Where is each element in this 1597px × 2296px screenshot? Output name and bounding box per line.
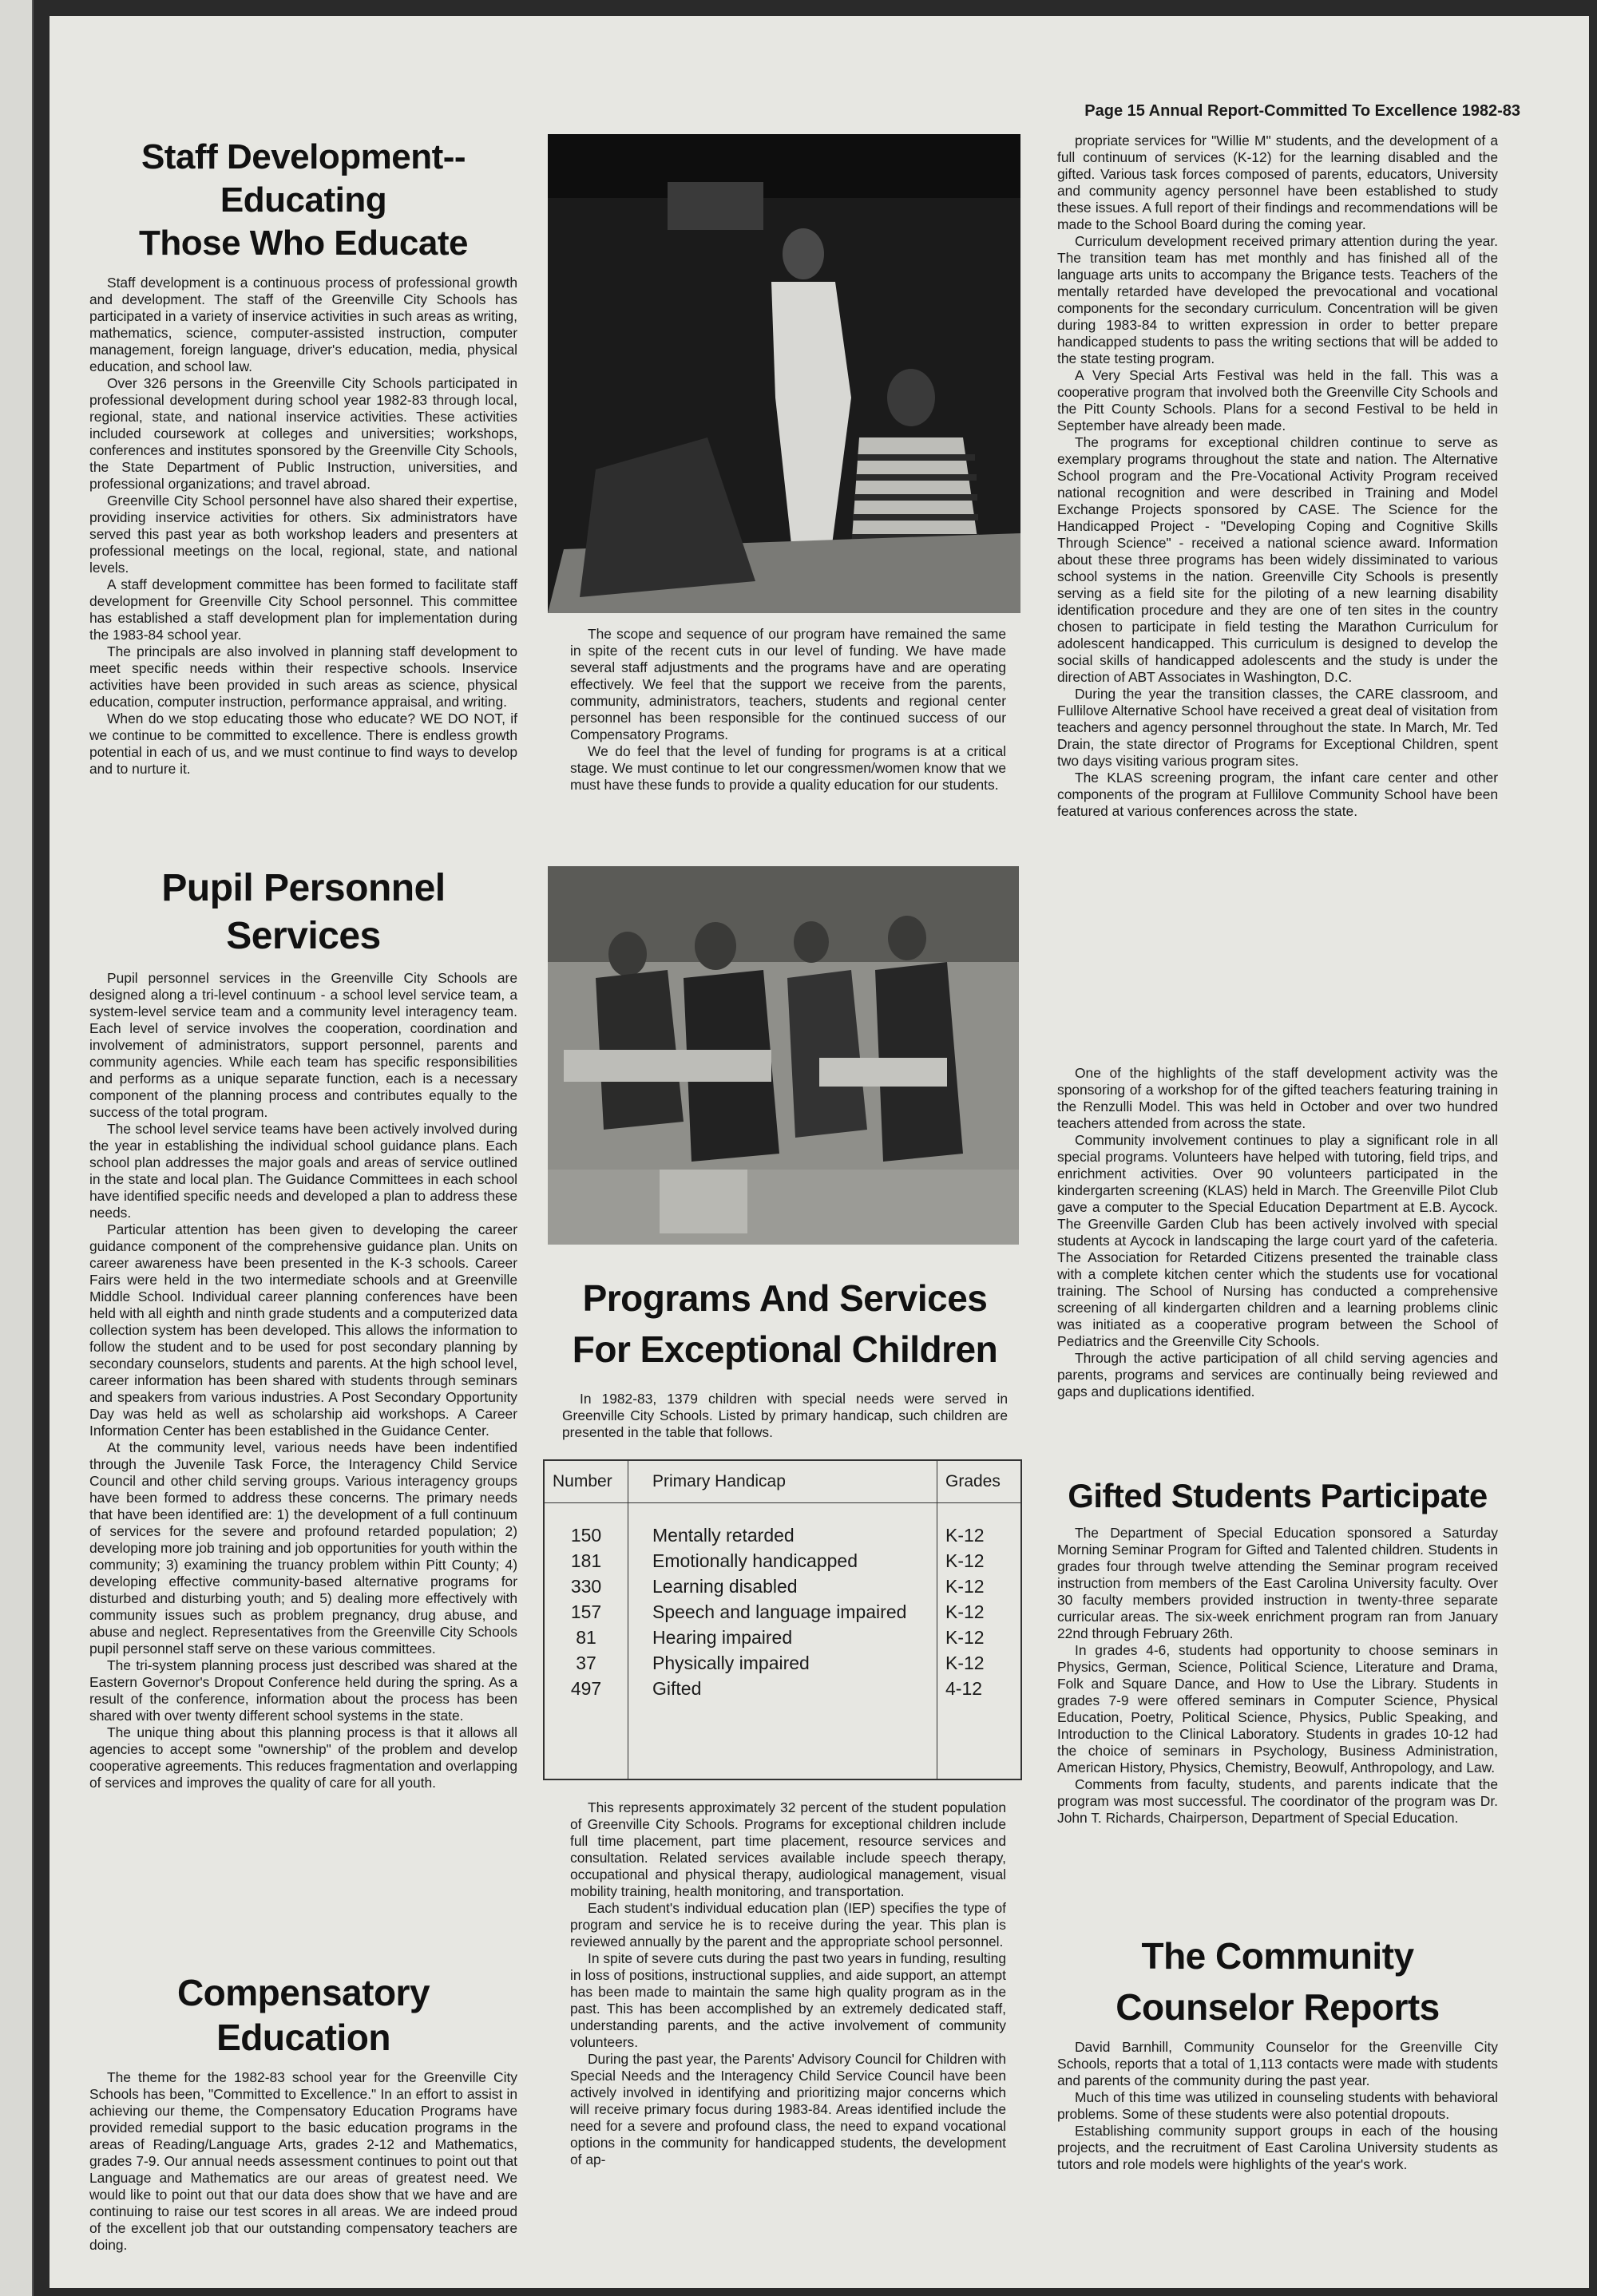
table-cell-handicap: Learning disabled — [652, 1576, 798, 1597]
table-header-row — [545, 1461, 1020, 1503]
paragraph: In spite of severe cuts during the past two years in funding, resulting in loss of positions, instructional supplies, and aide support, an attempt has been made to maintain the same high quality program as in the past. This has been accomplished by an extremely dedicated staff, understanding parents, and the active involvement of community volunteers. — [570, 1950, 1006, 2050]
table-header-number: Number — [545, 1461, 628, 1503]
table-cell-number: 330 — [570, 1576, 602, 1597]
paragraph: In grades 4-6, students had opportunity to choose seminars in Physics, German, Science, Political Science, Literature and Drama, Folk and Square Dance, and How to Use the Library. Students in grades 7-9 were offered seminars in Computer Science, Physical Education, Poetry, Political Science, Physics, Public Speaking, and Introduction to the Clinical Laboratory. Students in grades 10-12 had the choice of seminars in Psychology, Business Administration, American History, Physics, Chemistry, Beowulf, Anthropology, and Law. — [1057, 1642, 1498, 1775]
exceptional-children-title: Programs And Services For Exceptional Children — [572, 1277, 998, 1370]
table-cell-number: 150 — [570, 1525, 602, 1546]
table-cell-handicap: Speech and language impaired — [652, 1601, 907, 1622]
table-cell-grades: K-12 — [945, 1576, 985, 1597]
paragraph: The school level service teams have been actively involved during the year in establishing the individual school guidance plans. Each school plan addresses the major goals and areas of service outlined in the state and local plan. The Guidance Committees in each school have identified specific needs and developed a plan to address these needs. — [89, 1121, 517, 1221]
table-cell-handicap: Emotionally handicapped — [652, 1550, 858, 1571]
table-numbers-column — [545, 1503, 628, 1779]
table-cell-number: 497 — [570, 1678, 602, 1699]
paragraph: At the community level, various needs have been indentified through the Juvenile Task Force, the Interagency Child Service Council and other child serving groups. Various interagency groups have been formed to address these concerns. The primary needs that have been identified are: 1) the development of a full continuum of services for the severe and profound retarded population; 2) developing more job training and job opportunities for youth within the community; 3) examining the truancy problem within Pitt County; 4) developing effective community-based alternative programs for disturbed and disturbing youth; and 5) dealing more effectively with community issues such as problem pregnancy, drug abuse, and abuse and neglect. Representatives from the Greenville City Schools pupil personnel staff serve on these various committees. — [89, 1439, 517, 1657]
staff-development-section — [89, 136, 517, 778]
table-cell-number: 157 — [570, 1601, 602, 1622]
photo-teacher-and-student — [548, 134, 1020, 613]
counselor-title: The Community Counselor Reports — [1116, 1935, 1440, 2028]
table-cell-number: 37 — [576, 1653, 596, 1673]
paragraph: Greenville City School personnel have also shared their expertise, providing inservice activities for others. Six administrators have served this past year as both workshop leaders and presenters at professional meetings on the local, regional, state, and national levels. — [89, 493, 517, 576]
table-grades-column — [937, 1503, 1021, 1779]
table-cell-grades: K-12 — [945, 1627, 985, 1648]
paragraph: Through the active participation of all child serving agencies and parents, programs and services are continually being reviewed and gaps and duplications identified. — [1057, 1350, 1498, 1399]
paragraph: Staff development is a continuous process of professional growth and development. The staff of the Greenville City Schools has participated in a variety of inservice activities in such areas as writing, mathematics, science, computer-assisted instruction, computer management, foreign language, driver's education, media, physical education, and school law. — [89, 275, 517, 374]
paragraph: During the past year, the Parents' Advisory Council for Children with Special Needs and the Interagency Child Service Council have been actively involved in identifying and prioritizing major concerns which will receive primary focus during 1983-84. Areas identified include the need for a severe and profound class, the need to expand vocational options in the community for handicapped students, the development of ap- — [570, 2051, 1006, 2167]
paragraph: The scope and sequence of our program have remained the same in spite of the recent cuts in our level of funding. We have made several staff adjustments and the programs have and are operating effectively. We feel that the support we receive from the parents, community, administrators, teachers, students and regional center personnel has been responsible for the continued success of our Compensatory Programs. — [570, 626, 1006, 742]
paragraph: The KLAS screening program, the infant care center and other components of the program at Fullilove Community School have been featured at various conferences across the state. — [1057, 770, 1498, 819]
compensatory-body — [89, 2069, 517, 2254]
paragraph: The Department of Special Education sponsored a Saturday Morning Seminar Program for Gifted and Talented children. Students in grades four through twelve attending the Seminar program received instruction from members of the East Carolina University faculty. Over 30 faculty members provided instruction in twenty-three separate curricular areas. The six-week enrichment program ran from January 22nd through February 26th. — [1057, 1525, 1498, 1641]
paragraph: The tri-system planning process just described was shared at the Eastern Governor's Dropout Conference held during the spring. As a result of the conference, information about the process has been shared with over twenty different school systems in the state. — [89, 1657, 517, 1724]
paragraph: This represents approximately 32 percent of the student population of Greenville City Schools. Programs for exceptional children include full time placement, part time placement, resource services and consultation. Related services available include speech therapy, occupational and physical therapy, audiological management, visual mobility training, health monitoring, and transportation. — [570, 1799, 1006, 1899]
community-involvement-section — [1057, 1065, 1498, 1400]
table-cell-handicap: Physically impaired — [652, 1653, 810, 1673]
table-cell-handicap: Hearing impaired — [652, 1627, 793, 1648]
table-cell-grades: K-12 — [945, 1601, 985, 1622]
paragraph: Each student's individual education plan (IEP) specifies the type of program and service he is to receive during the year. This plan is reviewed annually by the parent and the appropriate school personnel. — [570, 1900, 1006, 1950]
paragraph: Establishing community support groups in each of the housing projects, and the recruitment of East Carolina University students as tutors and role models were highlights of the year's work. — [1057, 2123, 1498, 2172]
paragraph: propriate services for "Willie M" students, and the development of a full continuum of services (K-12) for the learning disabled and the gifted. Various task forces composed of parents, educators, University and community agency personnel have been established to study these issues. A full report of their findings and recommendations will be made to the School Board during the coming year. — [1057, 133, 1498, 232]
table-cell-number: 181 — [570, 1550, 602, 1571]
exceptional-children-intro: In 1982-83, 1379 children with special needs were served in Greenville City Schools. Listed by primary handicap, such children are presented in the table that follows. — [562, 1391, 1008, 1440]
table-cell-grades: K-12 — [945, 1653, 985, 1673]
paragraph: When do we stop educating those who educate? WE DO NOT, if we continue to be committed to excellence. There is endless growth potential in each of us, and we must continue to find ways to develop and to nurture it. — [89, 711, 517, 777]
paragraph: During the year the transition classes, the CARE classroom, and Fullilove Alternative School have received a great deal of visitation from teachers and agency personnel throughout the state. In March, Mr. Ted Drain, the state director of Programs for Exceptional Children, spent two days visiting various program sites. — [1057, 686, 1498, 769]
pupil-personnel-body — [89, 970, 517, 1791]
counselor-section — [1057, 1930, 1498, 2173]
table-cell-handicap: Mentally retarded — [652, 1525, 795, 1546]
pupil-personnel-title: Pupil Personnel Services — [161, 867, 446, 957]
page-header: Page 15 Annual Report-Committed To Excellence 1982-83 — [1084, 102, 1520, 120]
staff-development-title: Staff Development--Educating Those Who Educate — [139, 137, 468, 263]
table-handicaps-column — [628, 1503, 937, 1779]
exceptional-children-section — [551, 1273, 1019, 1441]
handicap-table — [543, 1459, 1022, 1780]
exceptional-children-body — [570, 1799, 1006, 2168]
paragraph: One of the highlights of the staff development activity was the sponsoring of a workshop for of the gifted teachers featuring training in the Renzulli Model. This was held in October and over two hundred teachers attended from across the state. — [1057, 1065, 1498, 1131]
pupil-personnel-section — [89, 865, 517, 1791]
paragraph: Pupil personnel services in the Greenville City Schools are designed along a tri-level continuum - a school level service team, a system-level service team and a community level interagency team. Each level of service involves the cooperation, coordination and involvement of administrators, support personnel, parents and community agencies. While each team has specific responsibilities and performs as a unique separate function, each is a necessary component of the planning process and contributes equally to the success of the total program. — [89, 970, 517, 1120]
table-cell-grades: K-12 — [945, 1550, 985, 1571]
table-body-row — [545, 1503, 1020, 1779]
paragraph: A staff development committee has been formed to facilitate staff development for Greenville City School personnel. This committee has established a staff development plan for implementation during the 1983-84 school year. — [89, 576, 517, 643]
paragraph: The unique thing about this planning process is that it allows all agencies to accept some "ownership" of the problem and develop cooperative agreements. This reduces fragmentation and overlapping of services and improves the quality of care for all youth. — [89, 1724, 517, 1791]
compensatory-section — [89, 1970, 517, 2254]
gifted-title: Gifted Students Participate — [1068, 1477, 1488, 1514]
compensatory-title: Compensatory Education — [176, 1972, 430, 2058]
table-cell-grades: K-12 — [945, 1525, 985, 1546]
compensatory-continued — [570, 626, 1006, 794]
paragraph: Curriculum development received primary attention during the year. The transition team has met monthly and has finished all of the language arts units to accompany the Brigance tests. Teachers of the mentally retarded have developed the prevocational and vocational components for the secondary curriculum. Concentration will be given during 1983-84 to written expression in order to better prepare handicapped students to pass the writing sections that will be added to the state testing program. — [1057, 233, 1498, 366]
counselor-body — [1057, 2039, 1498, 2173]
paragraph: The theme for the 1982-83 school year for the Greenville City Schools has been, "Committed to Excellence." In an effort to assist in achieving our theme, the Compensatory Education Programs have provided remedial support to the basic education programs in the areas of Reading/Language Arts, grades 2-12 and Mathematics, grades 7-9. Our annual needs assessment continues to point out that Language and Mathematics are our areas of greatest need. We would like to point out that our data does show that we have and are continuing to raise our test scores in all areas. We are indeed proud of the excellent job that our outstanding compensatory teachers are doing. — [89, 2069, 517, 2253]
table-cell-grades: 4-12 — [945, 1678, 983, 1699]
exceptional-children-continued — [1057, 133, 1498, 820]
paragraph: David Barnhill, Community Counselor for the Greenville City Schools, reports that a total of 1,113 contacts were made with students and parents of the community during the past year. — [1057, 2039, 1498, 2088]
gifted-body — [1057, 1525, 1498, 1827]
table-cell-number: 81 — [576, 1627, 596, 1648]
photo-students-crafts-image — [548, 866, 1019, 1245]
paragraph: A Very Special Arts Festival was held in the fall. This was a cooperative program that involved both the Greenville City Schools and the Pitt County Schools. Plans for a second Festival to be held in September have already been made. — [1057, 367, 1498, 433]
gifted-section — [1057, 1475, 1498, 1827]
paragraph: Much of this time was utilized in counseling students with behavioral problems. Some of these students were also potential dropouts. — [1057, 2089, 1498, 2122]
photo-teacher-and-student-image — [548, 134, 1020, 613]
adjacent-page-edge — [0, 0, 34, 2296]
paragraph: Particular attention has been given to developing the career guidance component of the comprehensive guidance plan. Units on career awareness have been presented in the K-3 schools. Career Fairs were held in the two intermediate schools and at Greenville Middle School. Individual career planning conferences have been held with all eighth and ninth grade students and a computerized data collection system has been developed. This allows the information to follow the student and to be used for post secondary planning by secondary counselors, students and parents. At the high school level, career information has been shared with students through seminars and speakers from various industries. A Post Secondary Opportunity Day was held as well as scholarship aid workshops. A Career Information Center has been established in the Guidance Center. — [89, 1221, 517, 1439]
table-header-grades: Grades — [937, 1461, 1021, 1503]
paragraph: Comments from faculty, students, and parents indicate that the program was most successful. The coordinator of the program was Dr. John T. Richards, Chairperson, Department of Special Education. — [1057, 1776, 1498, 1826]
paragraph: Community involvement continues to play a significant role in all special programs. Volunteers have helped with tutoring, field trips, and enrichment activities. Over 90 volunteers participated in the kindergarten screening (KLAS) held in March. The Greenville Pilot Club gave a computer to the Special Education Department at E.B. Aycock. The Greenville Garden Club has been actively involved with special students at Aycock in landscaping the large court yard of the cafeteria. The Association for Retarded Citizens presented the trainable class with a complete kitchen center which the students use for vocational training. The School of Nursing has conducted a comprehensive screening of all kindergarten children and a learning problems clinic was initiated as a cooperative program between the School of Pediatrics and the Greenville City Schools. — [1057, 1132, 1498, 1349]
paragraph: Over 326 persons in the Greenville City Schools participated in professional development during school year 1982-83 through local, regional, state, and national inservice activities. These activities included coursework at colleges and universities; workshops, conferences and institutes sponsored by the Greenville City Schools, the State Department of Public Instruction, universities, and professional organizations; and travel abroad. — [89, 375, 517, 492]
handicap-table-grid — [545, 1461, 1020, 1779]
paragraph: We do feel that the level of funding for programs is at a critical stage. We must continue to let our congressmen/women know that we must have these funds to provide a quality education for our students. — [570, 743, 1006, 793]
table-header-handicap: Primary Handicap — [628, 1461, 937, 1503]
staff-development-body — [89, 275, 517, 778]
paragraph: The programs for exceptional children continue to serve as exemplary programs throughout the state and nation. The Alternative School program and the Pre-Vocational Activity Program received national recognition and were described in Training and Model Exchange Projects sponsored by CASE. The Science for the Handicapped Project - "Developing Coping and Cognitive Skills Through Science" - received a national science award. Information about these three programs has been widely dissiminated to various school systems in the nation. Greenville City Schools is presently serving as a field site for the piloting of a new learning disability identification procedure and they are one of ten sites in the country chosen to participate in field testing the Marathon Curriculum for adolescent handicapped. This curriculum is designed to develop the social skills of handicapped adolescents and the study is under the direction of ABT Associates in Washington, D.C. — [1057, 434, 1498, 685]
paragraph: The principals are also involved in planning staff development to meet specific needs within their respective schools. Inservice activities have been provided in such areas as science, physical education, computer instruction, performance appraisal, and writing. — [89, 643, 517, 710]
photo-students-crafts — [548, 866, 1019, 1245]
table-cell-handicap: Gifted — [652, 1678, 702, 1699]
